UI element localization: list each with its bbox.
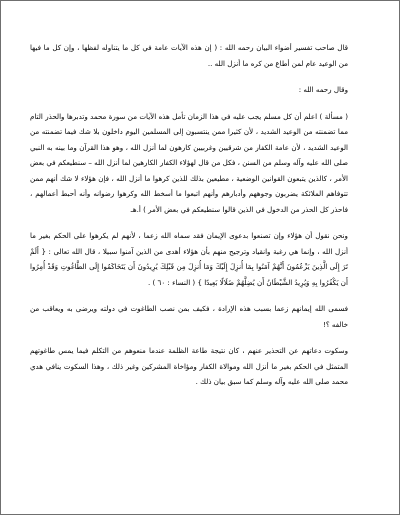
paragraph-masala: ( مسألة ) اعلم أن كل مسلم يجب عليه في هذا الزمان تأمل هذه الآيات من سورة محمد وتدبرها والحذر التام مما تضمنته من الوعيد الشديد ، لأن كثيرا ممن ينتسبون إلى المسلمين اليوم داخلون بلا شك فيما تضمنته من الوعيد الشديد ، لأن عامة الكفار من شرقيين وغربيين كارهون لما أنزل الله ، وهو هذا القرآن وما بينه به النبي صلى الله عليه وآله وسلم من السنن ، فكل من قال لهؤلاء الكفار الكارهين لما أنزل الله – سنطيعكم في بعض الأمر ، كالذين يتبعون القوانين الوضعية ، مطيعين بذلك للذين كرهوا ما أنزل الله ، فإن هؤلاء لا شك أنهم ممن تتوفاهم الملائكة يضربون وجوههم وأدبارهم وأنهم اتبعوا ما أسخط الله وكرهوا رضوانه وأنه أحبط أعمالهم ، فاحذر كل الحذر من الدخول في الذين قالوا سنطيعكم في بعض الأمر ) أ.هـ bbox=[30, 111, 348, 214]
paragraph-tafsir-quote: قال صاحب تفسير أضواء البيان رحمه الله : ( إن هذه الآيات عامة في كل ما يتناوله لفظها ، وإن كل ما فيها من الوعيد عام لمن أطاع من كره ما أنزل الله .. bbox=[30, 43, 348, 68]
document-body bbox=[30, 40, 370, 390]
paragraph-silence: وسكوت دعاتهم عن التحذير عنهم ، كان نتيجة طاعة الظلمة عندما منعوهم من التكلم فيما يمس طاغوتهم المتمثل في الحكم بغير ما أنزل الله وموالاة الكفار ومؤاخاة المشركين وغير ذلك ، وهذا السكوت ينافي هدي محمد صلى الله عليه وآله وسلم كما سبق بيان ذلك . bbox=[30, 346, 348, 386]
paragraph-said-heading: وقال رحمه الله : bbox=[298, 85, 348, 94]
paragraph-we-say: ونحن نقول أن هؤلاء وإن تصنعوا بدعوى الإيمان فقد سماه الله زعما ، لأنهم لم يكرهوا على الحكم بغير ما أنزل الله ، وإنما هي رغبة وانقياد وترجيح منهم بأن هؤلاء أهدى من الذين آمنوا سبيلا ، قال الله تعالى : { أَلَمْ تَرَ إِلَى الَّذِينَ يَزْعُمُونَ أَنَّهُمْ آمَنُوا بِمَا أُنزِلَ إِلَيْكَ وَمَا أُنزِلَ مِن قَبْلِكَ يُرِيدُونَ أَن يَتَحَاكَمُوا إِلَى الطَّاغُوتِ وَقَدْ أُمِرُوا أَن يَكْفُرُوا بِهِ وَيُرِيدُ الشَّيْطَانُ أَن يُضِلَّهُمْ ضَلَالًا بَعِيدًا } ( النساء : ٦٠ ) . bbox=[30, 231, 348, 287]
paragraph-claim: فسمى الله إيمانهم زعما بسبب هذه الإرادة ، فكيف بمن نصب الطاغوت في دولته ويرضى به ويعاقب من خالفه ؟! bbox=[30, 304, 348, 329]
